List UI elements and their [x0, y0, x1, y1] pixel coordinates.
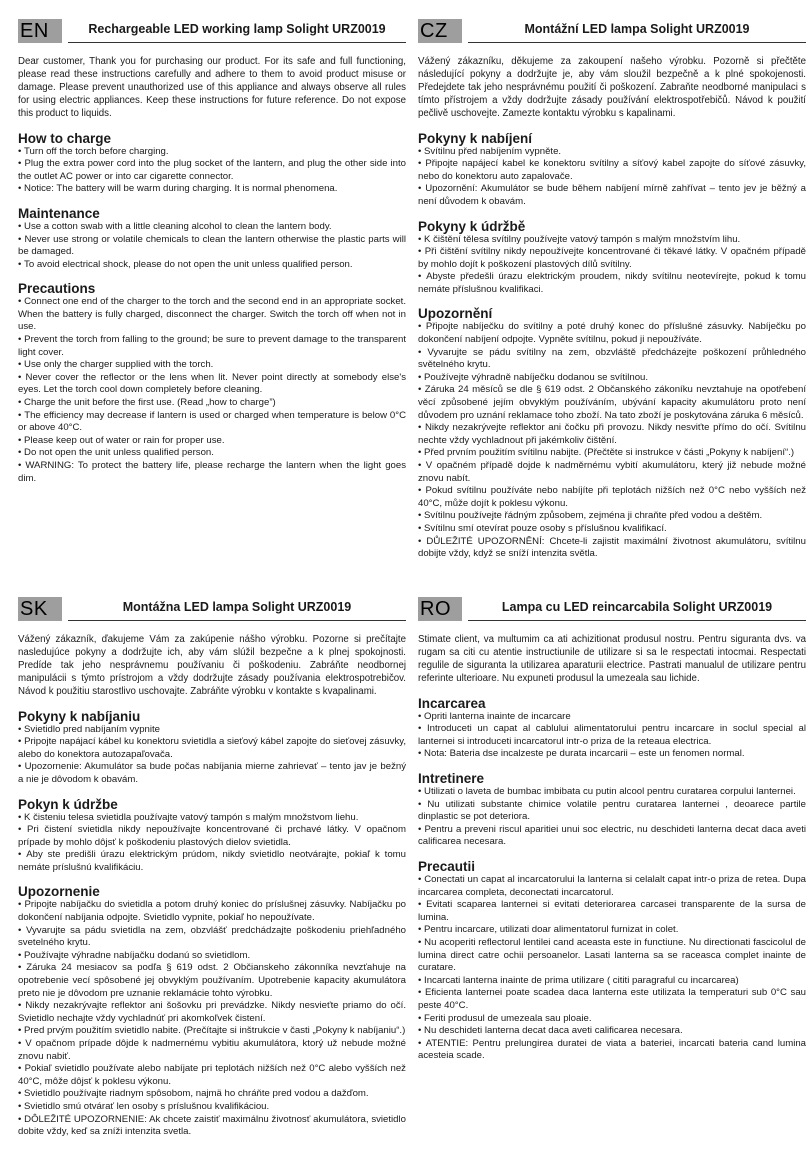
list-item: • K čisteniu telesa svietidla používajte vatový tampón s malým množstvom liehu. — [18, 812, 406, 825]
list-item: • Aby ste predišli úrazu elektrickým prúdom, nikdy svietidlo neotvárajte, pokiaľ k tomu nemáte príslušnú kvalifikáciu. — [18, 849, 406, 874]
ro-intro: Stimate client, va multumim ca ati achizitionat produsul nostru. Pentru siguranta dvs. va rugam sa citi cu atentie instructiunile de utilizare si sa le respectati intocmai. Respectati regulile de siguranta la utilizarea aparaturii electrice. Pastrati manualul de utilizare pentru referinte ulterioare. Nu expuneti produsul la umezeala sau lichide. — [418, 634, 806, 684]
sk-intro: Vážený zákazník, ďakujeme Vám za zakúpenie nášho výrobku. Pozorne si prečítajte nasledujúce pokyny a dodržujte ich, aby vám slúžil bezpečne a k plnej spokojnosti. Predíde tak jeho nesprávnemu používaniu či poškodeniu. Zabráňte neodbornej manipulácii s týmto prístrojom a vždy dodržujte zásady používania elektrospotrebičov. Návod k použitiu starostlivo uschovajte. Zabráňte výrobku v kontakte s kvapalinami. — [18, 634, 406, 697]
ro-lang-badge: RO — [418, 597, 462, 621]
sk-list-precautions — [18, 899, 406, 1138]
list-item: • Pentru incarcare, utilizati doar alimentatorul furnizat in colet. — [418, 924, 806, 937]
sk-lang-badge: SK — [18, 597, 62, 621]
list-item: • K čištění tělesa svítilny používejte vatový tampón s malým množstvím lihu. — [418, 234, 806, 247]
list-item: • Pripojte nabíjačku do svietidla a potom druhý koniec do príslušnej zásuvky. Nabíjačku po dokončení nabíjania odpojte. Svietidlo vypnite, pokiaľ ho nepoužívate. — [18, 899, 406, 924]
list-item: • Please keep out of water or rain for proper use. — [18, 435, 406, 448]
list-item: • Pri čistení svietidla nikdy nepoužívajte koncentrované či prchavé látky. V opačnom prípade by mohlo dôjsť k poškodeniu plastových dielov svietidla. — [18, 824, 406, 849]
list-item: • Při čištění svítilny nikdy nepoužívejte koncentrované či těkavé látky. V opačném případě by mohlo dojít k poškození plastových dílů svítilny. — [418, 246, 806, 271]
list-item: • Používejte výhradně nabíječku dodanou se svítilnou. — [418, 372, 806, 385]
list-item: • Do not open the unit unless qualified person. — [18, 447, 406, 460]
ro-heading-precautions: Precautii — [418, 858, 476, 874]
list-item: • Pokud svítilnu používáte nebo nabíjíte při teplotách nižších než 0°C nebo vyšších než 40°C, může dojít k poklesu výkonu. — [418, 485, 806, 510]
list-item: • Feriti produsul de umezeala sau ploaie. — [418, 1013, 806, 1026]
en-list-precautions — [18, 296, 406, 485]
list-item: • Svítilnu před nabíjením vypněte. — [418, 146, 806, 159]
list-item: • Evitati scaparea lanternei si evitati deteriorarea carcasei transparente de la sursa de lumina. — [418, 899, 806, 924]
list-item: • ATENTIE: Pentru prelungirea duratei de viata a bateriei, incarcati bateria cand lumina acesteia scade. — [418, 1038, 806, 1063]
list-item: • Před prvním použitím svítilnu nabijte. (Přečtěte si instrukce v části „Pokyny k nabíjení“.) — [418, 447, 806, 460]
en-title: Rechargeable LED working lamp Solight URZ0019 — [68, 19, 406, 43]
sk-heading-precautions: Upozornenie — [18, 884, 100, 900]
list-item: • Vyvarujte se pádu svítilny na zem, obzvláště předcházejte poškození průhledného světelného krytu. — [418, 347, 806, 372]
sk-header — [18, 597, 406, 621]
list-item: • Introduceti un capat al cablului alimentatorului pentru incarcare in soclul special al lanternei si introduceti incarcatorul intr-o priza de la reteaua electrica. — [418, 723, 806, 748]
list-item: • Pred prvým použitím svietidlo nabite. (Prečítajte si inštrukcie v časti „Pokyny k nabíjaniu“.) — [18, 1025, 406, 1038]
list-item: • Nikdy nezakrývejte reflektor ani čočku při provozu. Nikdy nesviťte přímo do očí. Svítilnu nechte vždy vychladnout při jakémkoliv čištění. — [418, 422, 806, 447]
list-item: • Connect one end of the charger to the torch and the second end in an appropriate socket. When the battery is fully charged, disconnect the charger. Switch the torch off when not in use. — [18, 296, 406, 334]
ro-section — [418, 597, 806, 1063]
cz-intro: Vážený zákazníku, děkujeme za zakoupení našeho výrobku. Pozorně si přečtěte následující pokyny a dodržujte je, aby vám sloužil bezpečně a k plné spokojenosti. Předejdete tak jeho nesprávnému použití či poškození. Zabraňte neodborné manipulaci s tímto přístrojem a vždy dodržujte zásady používání elektrospotřebičů. Návod k použití pečlivě uschovejte. Zamezte kontaktu výrobku s kapalinami. — [418, 56, 806, 119]
list-item: • V opačnom prípade dôjde k nadmernému vybitiu akumulátora, ktorý už nebude možné znovu nabiť. — [18, 1038, 406, 1063]
list-item: • Use a cotton swab with a little cleaning alcohol to clean the lantern body. — [18, 221, 406, 234]
cz-section — [418, 19, 806, 561]
sk-title: Montážna LED lampa Solight URZ0019 — [68, 597, 406, 621]
list-item: • Conectati un capat al incarcatorului la lanterna si celalalt capat intr-o priza de retea. Dupa incarcarea completa, deconectati incarcatorul. — [418, 874, 806, 899]
sk-section — [18, 597, 406, 1139]
list-item: • Používajte výhradne nabíjačku dodanú so svietidlom. — [18, 950, 406, 963]
list-item: • Nota: Bateria dse incalzeste pe durata incarcarii – este un fenomen normal. — [418, 748, 806, 761]
list-item: • Upozornenie: Akumulátor sa bude počas nabíjania mierne zahrievať – tento jav je bežný a nie je dôvodom k obavám. — [18, 761, 406, 786]
list-item: • The efficiency may decrease if lantern is used or charged when temperature is below 0°C or above 40°C. — [18, 410, 406, 435]
list-item: • Svietidlo pred nabíjaním vypnite — [18, 724, 406, 737]
en-list-charge — [18, 146, 406, 196]
cz-list-charge — [418, 146, 806, 209]
list-item: • Never use strong or volatile chemicals to clean the lantern otherwise the plastic parts will be damaged. — [18, 234, 406, 259]
list-item: • WARNING: To protect the battery life, please recharge the lantern when the light goes dim. — [18, 460, 406, 485]
ro-list-maintenance — [418, 786, 806, 849]
en-lang-badge: EN — [18, 19, 62, 43]
ro-header — [418, 597, 806, 621]
sk-heading-maintenance: Pokyn k údržbe — [18, 796, 118, 812]
list-item: • Charge the unit before the first use. (Read „how to charge”) — [18, 397, 406, 410]
list-item: • Plug the extra power cord into the plug socket of the lantern, and plug the other side into the outlet AC power or into car cigarette connector. — [18, 158, 406, 183]
list-item: • Eficienta lanternei poate scadea daca lanterna este utilizata la temperaturi sub 0°C sau peste 40°C. — [418, 987, 806, 1012]
list-item: • Never cover the reflector or the lens when lit. Never point directly at somebody else's eyes. Let the torch cool down completely before cleaning. — [18, 372, 406, 397]
list-item: • Svietidlo smú otvárať len osoby s príslušnou kvalifikáciou. — [18, 1101, 406, 1114]
en-header — [18, 19, 406, 43]
list-item: • Připojte napájecí kabel ke konektoru svítilny a síťový kabel zapojte do síťové zásuvky, nebo do konektoru auto zapalovače. — [418, 158, 806, 183]
list-item: • Notice: The battery will be warm during charging. It is normal phenomena. — [18, 183, 406, 196]
list-item: • Nu deschideti lanterna decat daca aveti calificarea necesara. — [418, 1025, 806, 1038]
list-item: • Svítilnu používejte řádným způsobem, zejména ji chraňte před vodou a deštěm. — [418, 510, 806, 523]
ro-title: Lampa cu LED reincarcabila Solight URZ0019 — [468, 597, 806, 621]
list-item: • Nu utilizati substante chimice volatile pentru curatarea lanternei , deoarece partile dinplastic se pot deteriora. — [418, 799, 806, 824]
list-item: • To avoid electrical shock, please do not open the unit unless qualified person. — [18, 259, 406, 272]
list-item: • Záruka 24 mesiacov sa podľa § 619 odst. 2 Občianskeho zákonníka nevzťahuje na opotrebenie vecí spôsobené jej obvyklým používaním. Upotrebenie kapacity akumulátora preto nie je dôvodom pre uznanie reklamácie tohto výrobku. — [18, 962, 406, 1000]
cz-list-precautions — [418, 321, 806, 560]
cz-heading-charge: Pokyny k nabíjení — [418, 130, 533, 146]
list-item: • Záruka 24 měsíců se dle § 619 odst. 2 Občanského zákoníku nevztahuje na opotřebení věcí způsobené jejím obvyklým používáním, ubývání kapacity akumulátoru proto není důvodem pro uznání reklamace toho zboží. Na tato zboží je poskytována záruka 6 měsíců. — [418, 384, 806, 422]
en-intro: Dear customer, Thank you for purchasing our product. For its safe and full functioning, please read these instructions carefully and adhere to them to avoid product misuse or damage. Please prevent unauthorized use of this appliance and always observe all rules for using electric appliances. Keep these instructions for future reference. Do not expose this product to liquids. — [18, 56, 406, 119]
list-item: • Svítilnu smí otevírat pouze osoby s příslušnou kvalifikací. — [418, 523, 806, 536]
list-item: • Incarcati lanterna inainte de prima utilizare ( cititi paragraful cu incarcarea) — [418, 975, 806, 988]
list-item: • Upozornění: Akumulátor se bude během nabíjení mírně zahřívat – tento jev je běžný a není důvodem k obavám. — [418, 183, 806, 208]
list-item: • Opriti lanterna inainte de incarcare — [418, 711, 806, 724]
sk-heading-charge: Pokyny k nabíjaniu — [18, 708, 141, 724]
cz-header — [418, 19, 806, 43]
list-item: • V opačném případě dojde k nadměrnému vybití akumulátoru, který již nebude možné znovu nabít. — [418, 460, 806, 485]
en-heading-precautions: Precautions — [18, 281, 96, 297]
en-section — [18, 19, 406, 485]
ro-list-precautions — [418, 874, 806, 1063]
cz-list-maintenance — [418, 234, 806, 297]
list-item: • Pentru a preveni riscul aparitiei unui soc electric, nu deschideti lanterna decat daca aveti calificarea necesara. — [418, 824, 806, 849]
cz-lang-badge: CZ — [418, 19, 462, 43]
list-item: • Připojte nabíječku do svítilny a poté druhý konec do příslušné zásuvky. Nabíječku po dokončení nabíjení odpojte. Vypněte svítilnu, pokud ji nepoužíváte. — [418, 321, 806, 346]
ro-list-charge — [418, 711, 806, 761]
list-item: • Svietidlo používajte riadnym spôsobom, najmä ho chráňte pred vodou a dažďom. — [18, 1088, 406, 1101]
list-item: • Pokiaľ svietidlo používate alebo nabíjate pri teplotách nižších než 0°C alebo vyšších než 40°C, môže dôjsť k poklesu výkonu. — [18, 1063, 406, 1088]
cz-heading-maintenance: Pokyny k údržbě — [418, 218, 526, 234]
sk-list-maintenance — [18, 812, 406, 875]
sk-list-charge — [18, 724, 406, 787]
list-item: • DÔLEŽITÉ UPOZORNENIE: Ak chcete zaistiť maximálnu životnosť akumulátora, svietidlo dobite vždy, keď sa zníži intenzita svetla. — [18, 1114, 406, 1139]
list-item: • DŮLEŽITÉ UPOZORNĚNÍ: Chcete-li zajistit maximální životnost akumulátoru, svítilnu dobijte vždy, když se sníží intenzita světla. — [418, 536, 806, 561]
list-item: • Utilizati o laveta de bumbac imbibata cu putin alcool pentru curatarea corpului lanternei. — [418, 786, 806, 799]
ro-heading-charge: Incarcarea — [418, 695, 486, 711]
cz-title: Montážní LED lampa Solight URZ0019 — [468, 19, 806, 43]
ro-heading-maintenance: Intretinere — [418, 771, 485, 786]
list-item: • Nikdy nezakrývajte reflektor ani šošovku pri prevádzke. Nikdy nesvieťte priamo do očí. Svietidlo nechajte vždy vychladnúť pri akomkoľvek čistení. — [18, 1000, 406, 1025]
en-heading-charge: How to charge — [18, 130, 112, 146]
list-item: • Turn off the torch before charging. — [18, 146, 406, 159]
list-item: • Nu acoperiti reflectorul lentilei cand aceasta este in functiune. Nu directionati fascicolul de lumina direct catre ochii persoanelor. Lasati lanterna sa se raceasca complet inainte de curatare. — [418, 937, 806, 975]
list-item: • Pripojte napájací kábel ku konektoru svietidla a sieťový kábel zapojte do sieťovej zásuvky, alebo do konektora autozapaľovača. — [18, 736, 406, 761]
list-item: • Use only the charger supplied with the torch. — [18, 359, 406, 372]
list-item: • Prevent the torch from falling to the ground; be sure to prevent damage to the transparent light cover. — [18, 334, 406, 359]
list-item: • Abyste předešli úrazu elektrickým proudem, nikdy svítilnu neotevírejte, pokud k tomu nemáte příslušnou kvalifikaci. — [418, 271, 806, 296]
cz-heading-precautions: Upozornění — [418, 306, 493, 322]
en-list-maintenance — [18, 221, 406, 271]
list-item: • Vyvarujte sa pádu svietidla na zem, obzvlášť predchádzajte poškodeniu priehľadného svetelného krytu. — [18, 925, 406, 950]
en-heading-maintenance: Maintenance — [18, 205, 100, 221]
